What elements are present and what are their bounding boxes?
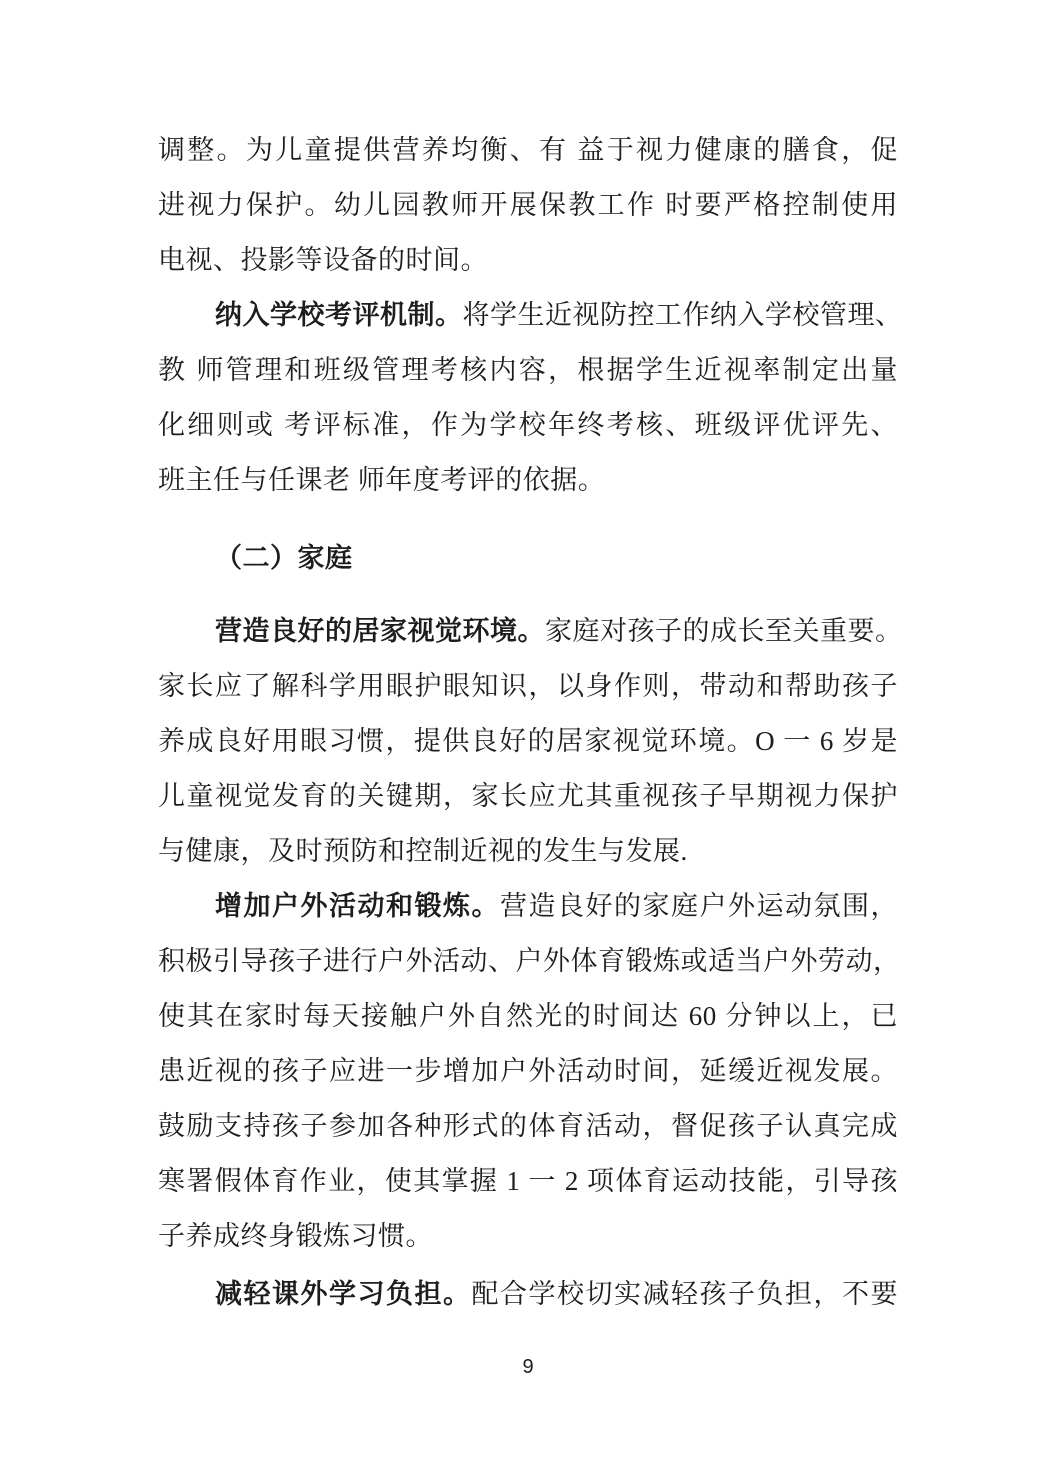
text-line [158, 1267, 898, 1322]
line-text: 化细则或 考评标准，作为学校年终考核、班级评优评先、 [158, 410, 898, 440]
text-line [158, 659, 898, 714]
line-text: 患近视的孩子应进一步增加户外活动时间，延缓近视发展。 [158, 1056, 898, 1086]
body-text [158, 123, 903, 1380]
line-text: 家长应了解科学用眼护眼知识，以身作则，带动和帮助孩子 [158, 671, 898, 701]
bold-lead: 营造良好的居家视觉环境。 [215, 616, 545, 646]
text-line [158, 288, 903, 343]
line-text: 教 师管理和班级管理考核内容，根据学生近视率制定出量 [158, 355, 898, 385]
line-text: 调整。为儿童提供营养均衡、有 益于视力健康的膳食，促 [158, 135, 898, 165]
line-text: 儿童视觉发育的关键期，家长应尤其重视孩子早期视力保护 [158, 781, 898, 811]
line-text: 进视力保护。幼儿园教师开展保教工作 时要严格控制使用 [158, 190, 898, 220]
text-line [158, 989, 898, 1044]
line-text: 电视、投影等设备的时间。 [158, 245, 488, 275]
text-line [158, 934, 901, 989]
text-line [158, 123, 898, 178]
text-line [158, 233, 898, 288]
bold-lead: 减轻课外学习负担。 [215, 1279, 472, 1309]
section-heading-text: （二）家庭 [215, 543, 353, 573]
text-line [158, 343, 898, 398]
text-line [158, 824, 898, 879]
line-text: 鼓励支持孩子参加各种形式的体育活动，督促孩子认真完成 [158, 1111, 898, 1141]
text-line [158, 1044, 898, 1099]
line-text: 积极引导孩子进行户外活动、户外体育锻炼或适当户外劳动， [158, 946, 901, 976]
line-text: 班主任与任课老 师年度考评的依据。 [158, 465, 606, 495]
text-line [158, 1099, 898, 1154]
bold-lead: 纳入学校考评机制。 [215, 300, 463, 330]
line-text: 配合学校切实减轻孩子负担，不要 [471, 1279, 898, 1309]
text-line [158, 178, 898, 233]
text-line [158, 398, 898, 453]
line-text: 与健康，及时预防和控制近视的发生与发展. [158, 836, 688, 866]
bold-lead: 增加户外活动和锻炼。 [215, 891, 500, 921]
section-heading [158, 531, 898, 586]
text-line [158, 453, 898, 508]
line-text: 寒署假体育作业，使其掌握 1 一 2 项体育运动技能，引导孩 [158, 1166, 898, 1196]
text-line [158, 604, 903, 659]
line-text: 营造良好的家庭户外运动氛围， [500, 891, 898, 921]
line-text: 将学生近视防控工作纳入学校管理、 [462, 300, 903, 330]
line-text: 子养成终身锻炼习惯。 [158, 1221, 433, 1251]
line-text: 养成良好用眼习惯，提供良好的居家视觉环境。O 一 6 岁是 [158, 726, 898, 756]
text-line [158, 714, 898, 769]
text-line [158, 769, 898, 824]
line-text: 使其在家时每天接触户外自然光的时间达 60 分钟以上，已 [158, 1001, 898, 1031]
line-text: 家庭对孩子的成长至关重要。 [545, 616, 903, 646]
page-number: 9 [522, 1356, 534, 1378]
text-line [158, 1209, 898, 1264]
text-line [158, 1154, 898, 1209]
text-line [158, 879, 898, 934]
